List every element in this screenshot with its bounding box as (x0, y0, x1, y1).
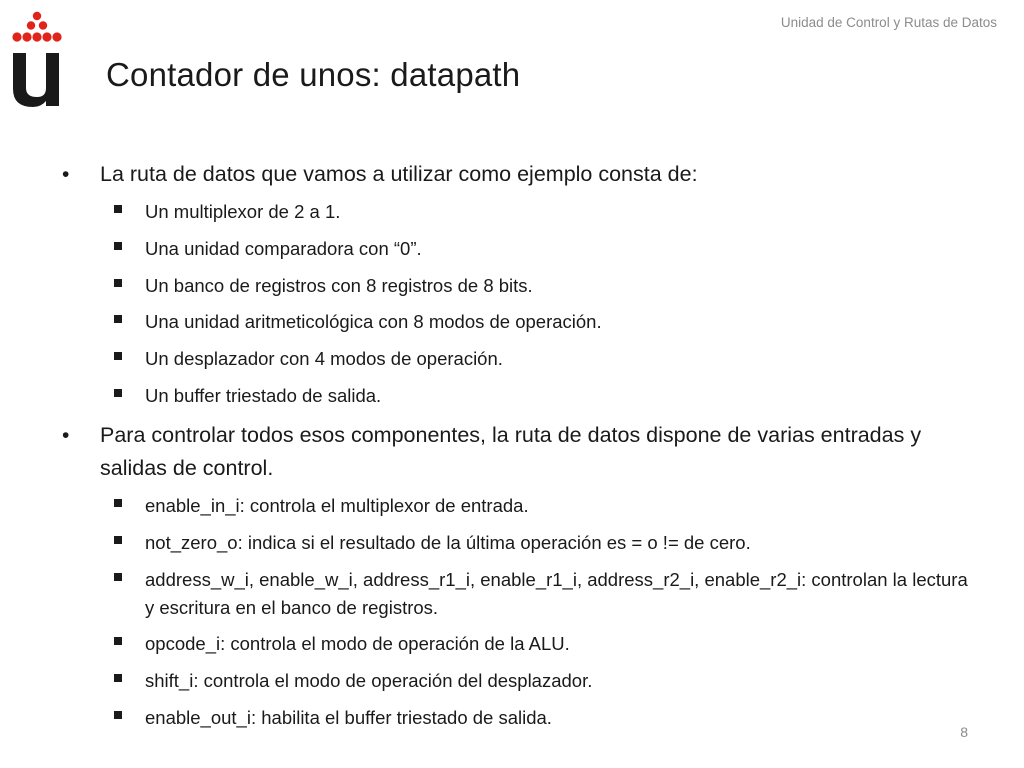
sub-bullet-item (62, 235, 982, 263)
logo-dot (27, 21, 35, 29)
bullet-text: La ruta de datos que vamos a utilizar como ejemplo consta de: (100, 162, 698, 186)
sub-bullet-item (62, 529, 982, 557)
square-bullet-icon (114, 242, 122, 250)
bullet-text: Para controlar todos esos componentes, la ruta de datos dispone de varias entradas y salidas de control. (100, 423, 922, 481)
square-bullet-icon (114, 389, 122, 397)
sub-bullet-item (62, 272, 982, 300)
sub-bullet-item (62, 704, 982, 732)
sub-bullet-text: Una unidad comparadora con “0”. (145, 237, 422, 259)
sub-bullet-text: address_w_i, enable_w_i, address_r1_i, enable_r1_i, address_r2_i, enable_r2_i: controlan la lectura y escritura en el banco de registros. (145, 569, 968, 618)
sub-bullet-text: Una unidad aritmeticológica con 8 modos de operación. (145, 311, 602, 333)
logo-dot (52, 32, 61, 41)
square-bullet-icon (114, 279, 122, 287)
square-bullet-icon (114, 711, 122, 719)
bullet-dot-icon: • (62, 424, 70, 448)
logo-dot (42, 32, 51, 41)
sub-bullet-item (62, 198, 982, 226)
sub-bullet-text: not_zero_o: indica si el resultado de la última operación es = o != de cero. (145, 532, 751, 554)
slide-title: Contador de unos: datapath (106, 56, 521, 93)
square-bullet-icon (114, 674, 122, 682)
sub-bullet-text: Un desplazador con 4 modos de operación. (145, 348, 503, 370)
square-bullet-icon (114, 573, 122, 581)
square-bullet-icon (114, 499, 122, 507)
university-logo-icon (10, 10, 64, 110)
logo-dot (32, 32, 41, 41)
square-bullet-icon (114, 352, 122, 360)
page-number: 8 (960, 724, 968, 740)
logo-dot (12, 32, 21, 41)
sub-bullet-text: enable_out_i: habilita el buffer triestado de salida. (145, 706, 552, 728)
sub-bullet-text: opcode_i: controla el modo de operación de la ALU. (145, 633, 570, 655)
university-logo (10, 10, 64, 110)
logo-dot (39, 21, 47, 29)
logo-letter (13, 53, 59, 107)
sub-bullet-item (62, 667, 982, 695)
sub-bullet-text: Un buffer triestado de salida. (145, 384, 382, 406)
logo-dot (33, 12, 41, 20)
bullet-item (62, 158, 982, 191)
sub-bullet-text: Un banco de registros con 8 registros de 8 bits. (145, 274, 533, 296)
sub-bullet-text: shift_i: controla el modo de operación del desplazador. (145, 670, 593, 692)
sub-bullet-text: Un multiplexor de 2 a 1. (145, 201, 341, 222)
header-caption: Unidad de Control y Rutas de Datos (780, 15, 997, 30)
square-bullet-icon (114, 536, 122, 544)
sub-bullet-item (62, 566, 982, 621)
square-bullet-icon (114, 315, 122, 323)
sub-bullet-text: enable_in_i: controla el multiplexor de entrada. (145, 495, 529, 517)
slide-content (62, 158, 982, 731)
sub-bullet-item (62, 630, 982, 658)
logo-dot (22, 32, 31, 41)
sub-bullet-item (62, 492, 982, 520)
bullet-dot-icon: • (62, 163, 70, 186)
sub-bullet-item (62, 382, 982, 410)
bullet-item (62, 419, 982, 485)
sub-bullet-item (62, 308, 982, 336)
square-bullet-icon (114, 637, 122, 645)
square-bullet-icon (114, 205, 122, 213)
sub-bullet-item (62, 345, 982, 373)
